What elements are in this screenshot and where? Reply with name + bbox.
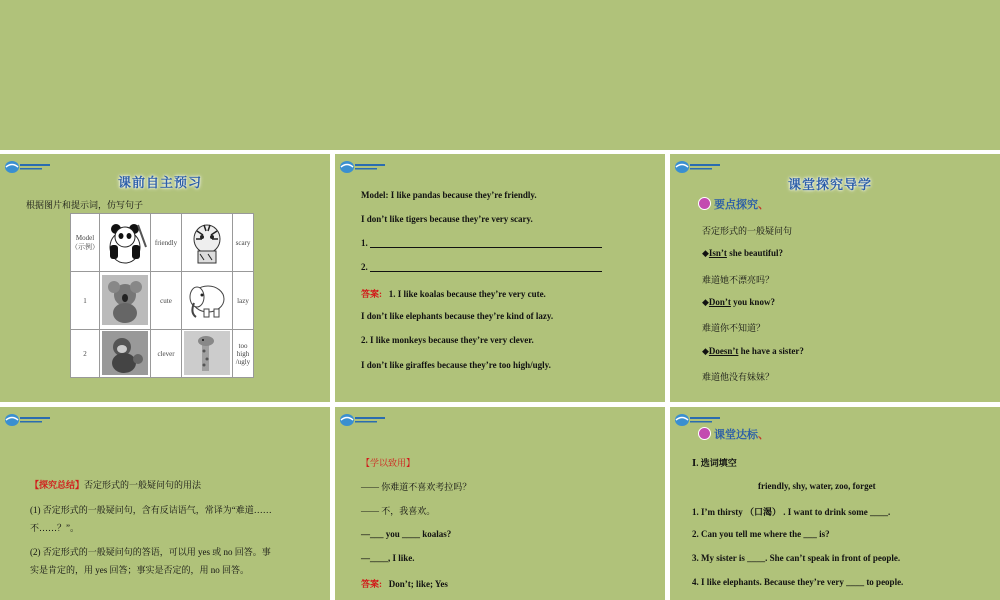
question-cn-1: —— 你难道不喜欢考拉吗？ [361,482,472,492]
summary-point-2b: 实是肯定的，用 yes 回答；事实是否定的，用 no 回答。 [30,565,249,575]
table-word: cute [151,272,182,330]
slide-title: 课前自主预习 [118,176,203,191]
slide-4[interactable] [0,407,330,600]
example-3: ◆Doesn’t he have a sister? [702,346,804,356]
exercise-4: 4. I like elephants. Because they’re very ____ to people. [692,577,904,587]
exercise-1: 1. I’m thirsty （口渴） . I want to drink some ____. [692,507,891,517]
translation-3: 难道他没有妹妹？ [702,372,775,382]
exercise-heading: Ⅰ. 选词填空 [692,458,737,468]
blank-sentence-2: —____, I like. [361,553,415,563]
section-badge: 要点探究、 [698,196,769,212]
blank-sentence-1: —___ you ____ koalas? [361,529,452,539]
translation-2: 难道你不知道？ [702,323,766,333]
example-1: ◆Isn’t she beautiful? [702,248,783,258]
logo-icon [4,158,52,176]
table-word: scary [233,214,254,272]
table-word: lazy [233,272,254,330]
blank-number: 1. [361,238,368,248]
question-cn-2: —— 不，我喜欢。 [361,506,436,516]
example-2: ◆Don’t you know? [702,297,775,307]
blank-line-2[interactable] [361,262,602,272]
logo-icon [339,411,387,429]
panda-image [102,217,148,267]
model-sentence-2: I don’t like tigers because they’re very scary. [361,214,533,224]
summary-point-1b: 不……？”。 [30,523,79,533]
answer-label: 答案: [361,289,382,299]
slide-2[interactable] [335,154,665,402]
table-row-label: 1 [71,272,100,330]
blank-line-1[interactable] [361,238,602,248]
answer-3: 2. I like monkeys because they’re very clever. [361,335,534,345]
slide-3[interactable] [670,154,1000,402]
answer-1: 答案: 1. I like koalas because they’re very cute. [361,289,546,299]
word-bank: friendly, shy, water, zoo, forget [758,481,876,491]
slide-5[interactable] [335,407,665,600]
slide-title: 课堂探究导学 [788,178,873,193]
badge-icon [698,427,711,440]
table-word: clever [151,330,182,378]
picture-table [70,213,254,378]
tiger-image [184,217,230,267]
table-row-label: 2 [71,330,100,378]
logo-icon [674,158,722,176]
exercise-3: 3. My sister is ____. She can’t speak in front of people. [692,553,901,563]
model-sentence: Model: I like pandas because they’re friendly. [361,190,537,200]
section-badge: 课堂达标、 [698,426,769,442]
top-banner [0,0,1000,150]
translation-1: 难道她不漂亮吗？ [702,275,775,285]
answer-4: I don’t like giraffes because they’re too high/ugly. [361,360,551,370]
logo-icon [4,411,52,429]
section-heading: 否定形式的一般疑问句 [702,226,793,236]
logo-icon [339,158,387,176]
koala-image [102,275,148,325]
summary-point-2a: (2) 否定形式的一般疑问句的答语，可以用 yes 或 no 回答。事 [30,547,271,557]
blank-number: 2. [361,262,368,272]
badge-icon [698,197,711,210]
exercise-2: 2. Can you tell me where the ___ is? [692,529,830,539]
practice-label: 【学以致用】 [361,458,416,468]
monkey-image [102,331,148,375]
practice-answer: 答案: Don’t; like; Yes [361,579,448,589]
slide-6[interactable] [670,407,1000,600]
slide-1[interactable] [0,154,330,402]
elephant-image [184,275,230,325]
answer-2: I don’t like elephants because they’re kind of lazy. [361,311,554,321]
instruction: 根据图片和提示词，仿写句子 [26,200,144,210]
summary-point-1a: (1) 否定形式的一般疑问句，含有反诘语气，常译为“难道…… [30,505,272,515]
summary-heading: 【探究总结】否定形式的一般疑问句的用法 [30,480,202,490]
giraffe-image [184,331,230,375]
table-word: friendly [151,214,182,272]
table-word: too high /ugly [233,330,254,378]
table-row-label: Model（示例） [71,214,100,272]
